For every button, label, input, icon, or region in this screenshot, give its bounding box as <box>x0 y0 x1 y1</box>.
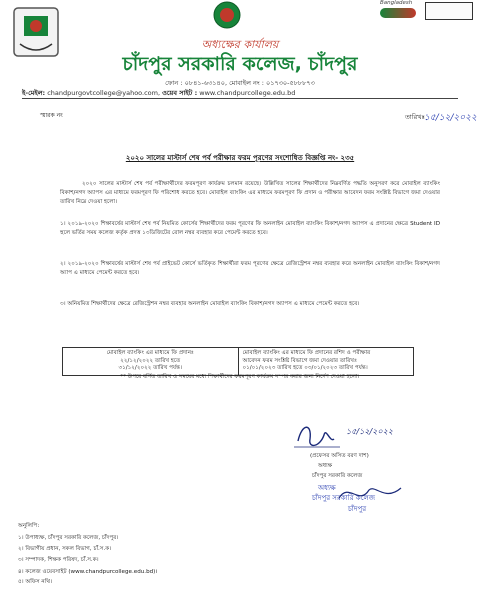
submission-date-line-3: ০১/০১/২০২৩ তারিখ হতে ০৩/০১/২০২৩ তারিখ পর্যন্ত। <box>242 365 368 371</box>
copies-label: অনুলিপি: <box>18 523 40 529</box>
point-2: ২। ২০১৯-২০২০ শিক্ষাবর্ষের মাস্টার্স শেষ পর্ব প্রাইভেট কোর্সে ভর্তিকৃত শিক্ষার্থীরা ফরম পূরণের ক্ষেত্রে রেজিস্ট্রেশন নম্বর ব্যবহার করে অনলাইন মোবাইল ব্যাংকিং বিকাশ/নগদ অ্যাপ এ মাধ্যমে পেমেন্ট করতে হবে। <box>60 261 440 276</box>
notice-title: ২০২০ সালের মাস্টার্স শেষ পর্ব পরীক্ষার ফরম পূরণের সংশোধিত বিজ্ঞপ্তি নং- ২৩৫ <box>125 154 355 162</box>
payment-date-line-2: ২২/১২/২০২২ তারিখ হতে <box>120 357 181 364</box>
copy-item-1: ১। উপাধ্যক্ষ, চাঁদপুর সরকারি কলেজ, চাঁদপুর। <box>18 535 119 541</box>
college-name: চাঁদপুর সরকারি কলেজ, চাঁদপুর <box>122 53 358 75</box>
signatory-name: (প্রফেসর অসিত বরণ দাশ) <box>310 453 369 459</box>
schedule-table <box>62 347 414 376</box>
email-label: ই-মেইল: <box>22 89 46 97</box>
date-label: তারিখঃ <box>405 113 425 121</box>
stamp-college: চাঁদপুর সরকারি কলেজ <box>312 494 375 502</box>
stamp-signature-icon <box>335 480 405 508</box>
office-label: অধ্যক্ষের কার্যালয় <box>201 38 279 51</box>
memo-number-label: স্মারক নং <box>40 112 63 119</box>
stamp-title: অধ্যক্ষ <box>318 484 336 492</box>
point-1: ১। ২০১৯-২০২০ শিক্ষাবর্ষের মাস্টার্স শেষ পর্ব নিয়মিত কোর্সের শিক্ষার্থীদের ফরম পূরণের ফি অনলাইন মোবাইল ব্যাংকিং বিকাশ/নগদ অ্যাপস এ প্রদানের ক্ষেত্রে Student ID হুলে ভর্তির সময় কলেজ কর্তৃক প্রদত্ত ১৩ডিজিটের রোল নম্বর ব্যবহার করে পেমেন্ট করতে হবে। <box>60 221 440 236</box>
submission-date-line-2: আবেদন ফরম সংশ্লিষ্ট বিভাগে জমা দেওয়ার তারিখঃ <box>242 357 357 364</box>
signatory-role: অধ্যক্ষ <box>318 463 333 469</box>
signature-date: ১৫/১২/২০২২ <box>346 427 393 436</box>
payment-date-line-1: মোবাইল ব্যাংকিং এর মাধ্যমে ফি প্রদানঃ <box>106 350 194 356</box>
payment-date-line-3: ৩১/১২/২০২২ তারিখ পর্যন্ত। <box>118 365 182 371</box>
intro-paragraph: ২০২০ সালের মাস্টার্স শেষ পর্ব পরীক্ষার্থীদের ফরমপূরণ কার্যক্রম চলমান রয়েছে। উল্লিখিত সালের শিক্ষার্থীদের নিম্নবর্ণিত পদ্ধতি অনুসরণ করে মোবাইল ব্যাংকিং বিকাশ/নগদ অ্যাপস এর মাধ্যমে ফরমপূরণ ফি পরিশোধ করতে হবে। মোবাইল ব্যাংকিং এর মাধ্যমে ফরমপূরণ ফি প্রদান ও পরীক্ষার আবেদন ফরম সংশ্লিষ্ট বিভাগে জমা দেওয়ার তারিখ নিম্নে দেওয়া হলো। <box>60 181 440 205</box>
bangladesh-logo-icon: Bangladesh <box>380 0 420 22</box>
submission-date-cell <box>238 348 414 376</box>
website-link[interactable]: www.chandpurcollege.edu.bd <box>199 89 296 97</box>
govt-seal-icon <box>212 0 242 30</box>
payment-date-cell <box>63 348 239 376</box>
instruction-note: ** উপরে বর্ণিত তারিখ ও সময়ের মধ্যে শিক্ষার্থীদের ফরমপূরণ কার্যক্রম সম্পন্ন করার জন্য নির্দেশ দেওয়া হলো। <box>120 374 360 380</box>
submission-date-line-1: মোবাইল ব্যাংকিং এর মাধ্যমে ফি প্রদানের রশিদ ও পরীক্ষার <box>242 350 371 356</box>
point-3: ৩। অনিয়মিত শিক্ষার্থীদের ক্ষেত্রে রেজিস্ট্রেশন নম্বর ব্যবহার অনলাইন মোবাইল ব্যাংকিং বিকাশ/নগদ অ্যাপস এ মাধ্যমে পেমেন্ট করতে হবে। <box>60 301 360 307</box>
date-value: ১৫/১২/২০২২ <box>424 113 477 123</box>
signatory-college: চাঁদপুর সরকারি কলেজ <box>312 473 363 479</box>
email-link[interactable]: chandpurgovtcollege@yahoo.com, <box>47 89 161 97</box>
mujib-100-logo-icon <box>425 2 475 22</box>
stamp-city: চাঁদপুর <box>348 505 367 513</box>
copy-item-5: ৫। অফিস নথি। <box>18 579 52 585</box>
web-label: ওয়েব সাইট : <box>162 89 198 97</box>
contact-line: ফোন : ০৮৪১-৬৩১৪০, মোবাইল নং : ০১৭৩০-৫৮৮৮৭৩ <box>165 79 315 87</box>
copy-item-4: ৪। কলেজ ওয়েবসাইট (www.chandpurcollege.edu.bd)। <box>18 569 158 575</box>
copy-item-2: ২। বিভাগীয় প্রধান, সকল বিভাগ, চাঁ.স.ক। <box>18 546 112 552</box>
header-divider <box>22 98 458 99</box>
copy-item-3: ৩। সম্পাদক, শিক্ষক পরিষদ, চাঁ.স.ক। <box>18 557 99 563</box>
